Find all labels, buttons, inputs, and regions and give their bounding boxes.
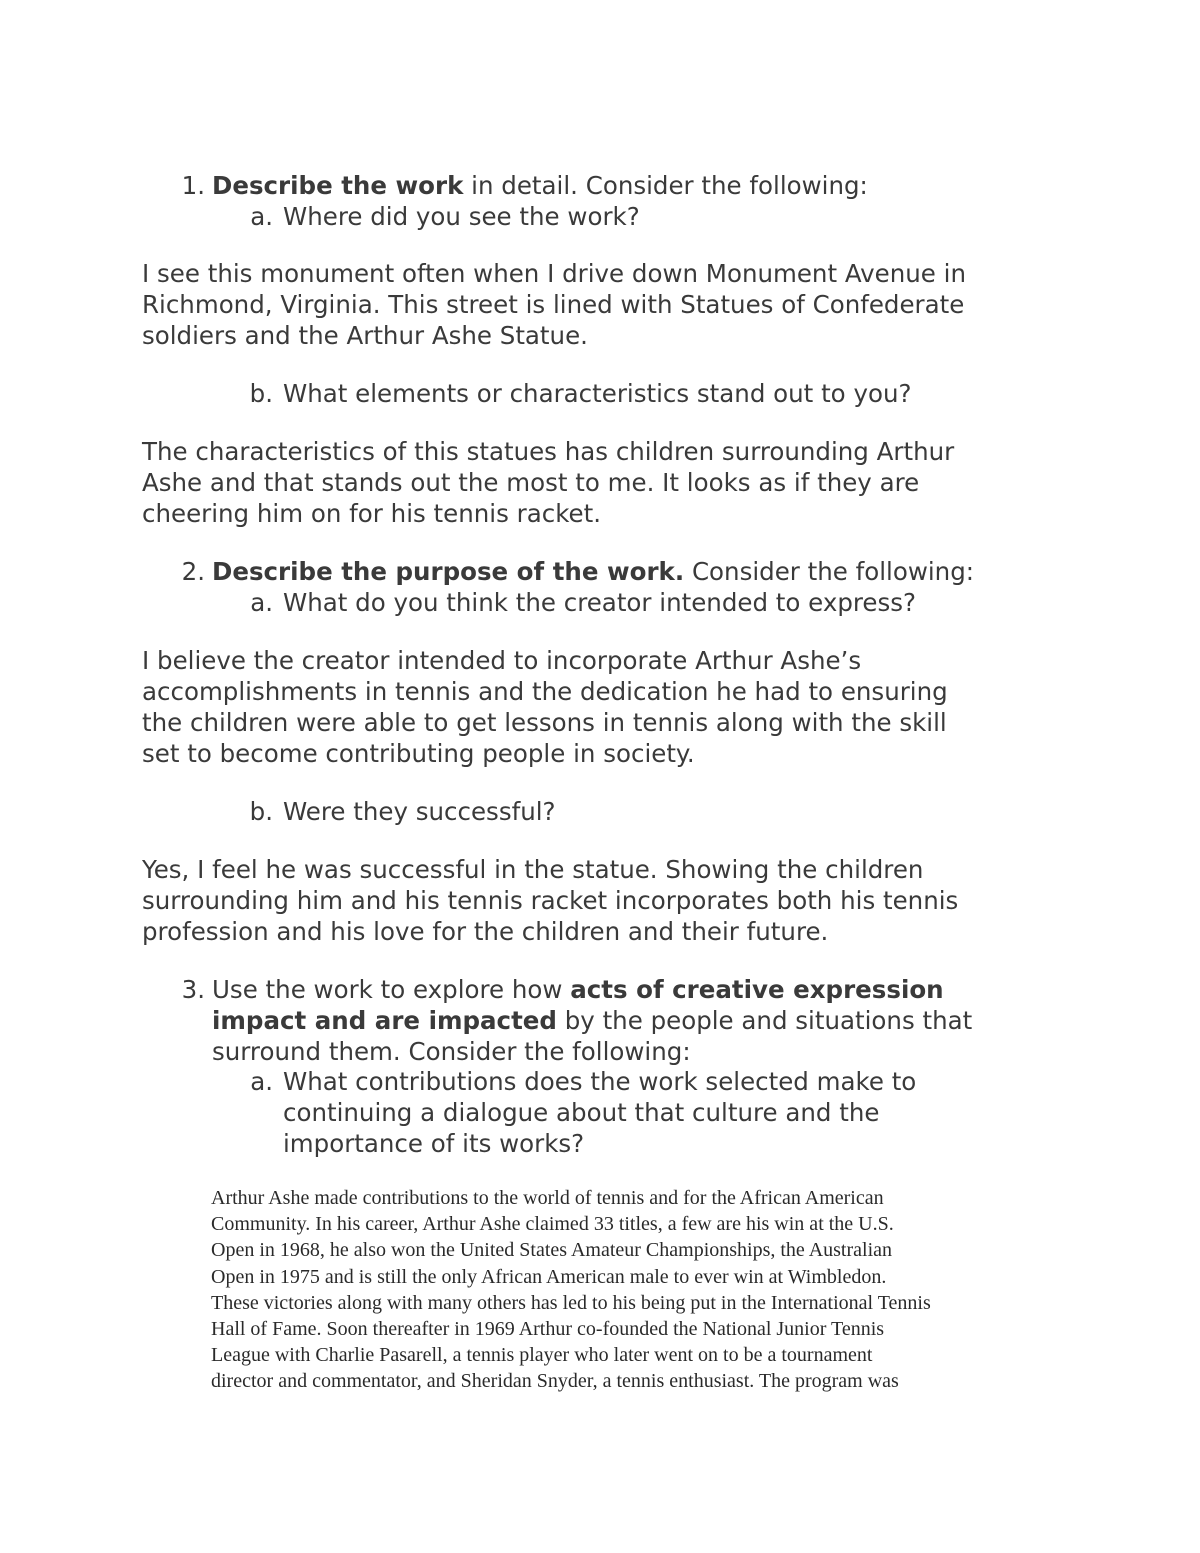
q3-heading-line [212,1005,972,1036]
q2-answer-a-line: the children were able to get lessons in tennis along with the skill [142,708,947,737]
q3-answer-a-line: Open in 1975 and is still the only African American male to ever win at Wimbledon. [211,1265,887,1288]
q3-line1-bold: acts of creative expression [570,975,944,1004]
q1-heading-bold: Describe the work [212,171,464,200]
q2-heading [212,556,974,587]
q3-heading-line [212,974,944,1005]
q2-heading-rest: Consider the following: [684,557,975,586]
q1-number: 1. [181,171,205,200]
q2-b-text: Were they successful? [283,797,556,826]
q3-answer-a-line: Community. In his career, Arthur Ashe claimed 33 titles, a few are his win at the U.S. [211,1213,894,1236]
q2-answer-a-line: set to become contributing people in society. [142,739,695,768]
q2-a-marker: a. [250,588,273,617]
q3-a-text-line: continuing a dialogue about that culture and the [283,1098,880,1127]
q3-answer-a-line: League with Charlie Pasarell, a tennis player who later went on to be a tournament [211,1344,873,1367]
q1-heading-rest: in detail. Consider the following: [463,171,868,200]
q3-line1-plain: Use the work to explore how [212,975,571,1004]
q3-a-text-line: importance of its works? [283,1129,585,1158]
q1-a-text: Where did you see the work? [283,202,640,231]
q1-heading [212,170,868,201]
q2-answer-a-line: accomplishments in tennis and the dedication he had to ensuring [142,677,948,706]
q1-answer-a-line: Richmond, Virginia. This street is lined with Statues of Confederate [142,290,965,319]
q1-answer-b-line: Ashe and that stands out the most to me. It looks as if they are [142,468,920,497]
q3-answer-a-line: Hall of Fame. Soon thereafter in 1969 Arthur co-founded the National Junior Tennis [211,1318,885,1341]
q1-answer-a-line: soldiers and the Arthur Ashe Statue. [142,321,588,350]
q2-answer-b-line: profession and his love for the children and their future. [142,917,829,946]
q3-a-text-line: What contributions does the work selected make to [283,1067,917,1096]
q3-line2-plain: by the people and situations that [556,1006,973,1035]
q3-heading-line: surround them. Consider the following: [212,1037,691,1066]
q3-answer-a-line: These victories along with many others has led to his being put in the International Tennis [211,1291,931,1314]
q2-b-marker: b. [249,797,273,826]
q3-answer-a-line: Arthur Ashe made contributions to the world of tennis and for the African American [211,1187,884,1209]
q3-answer-a [211,1185,1071,1395]
q1-answer-b-line: cheering him on for his tennis racket. [142,499,601,528]
q3-a-marker: a. [250,1067,273,1096]
q2-answer-b-line: surrounding him and his tennis racket incorporates both his tennis [142,886,959,915]
q3-answer-a-line: director and commentator, and Sheridan Snyder, a tennis enthusiast. The program was [211,1370,899,1393]
q2-a-text: What do you think the creator intended to express? [283,588,917,617]
q2-answer-b-line: Yes, I feel he was successful in the statue. Showing the children [142,855,924,884]
q2-number: 2. [181,557,205,586]
q1-b-text: What elements or characteristics stand out to you? [283,379,912,408]
q1-answer-a-line: I see this monument often when I drive down Monument Avenue in [142,259,967,288]
q1-a-marker: a. [250,202,273,231]
q3-answer-a-line: Open in 1968, he also won the United States Amateur Championships, the Australian [211,1239,893,1262]
q3-line2-bold: impact and are impacted [212,1006,557,1035]
q2-answer-a-line: I believe the creator intended to incorporate Arthur Ashe’s [142,646,862,675]
q1-answer-b-line: The characteristics of this statues has children surrounding Arthur [142,437,955,466]
q2-heading-bold: Describe the purpose of the work. [212,557,685,586]
q1-b-marker: b. [249,379,273,408]
q3-number: 3. [181,975,205,1004]
